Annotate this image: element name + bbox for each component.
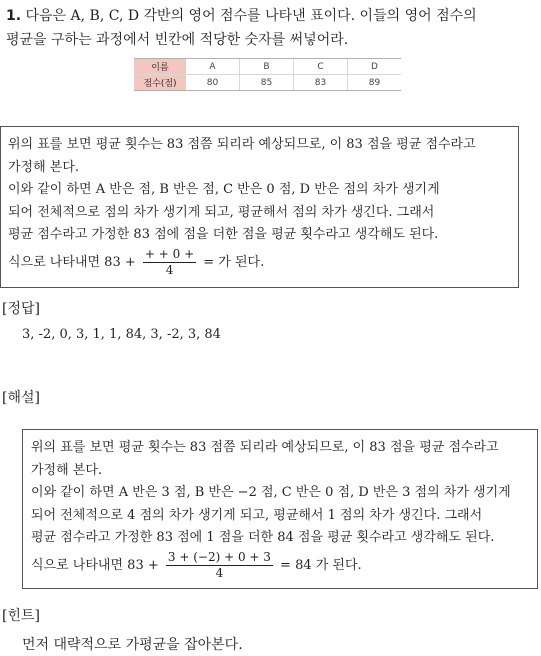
table-cell: 85 xyxy=(240,75,294,91)
fraction-numerator: + + 0 + xyxy=(144,246,195,261)
problem-formula xyxy=(8,247,518,278)
explanation-box xyxy=(22,429,538,589)
explanation-line: 위의 표를 보면 평균 횟수는 83 점쯤 되리라 예상되므로, 이 83 점을 평균 점수라고 xyxy=(31,440,499,455)
problem-box xyxy=(0,126,519,288)
explanation-line: 평균 점수라고 가정한 83 점에 1 점을 더한 84 점을 평균 횟수라고 생각해도 된다. xyxy=(31,530,495,545)
score-table xyxy=(134,58,401,91)
problem-line: 가정해 본다. xyxy=(8,159,80,175)
table-cell: B xyxy=(240,59,294,75)
table-cell: 80 xyxy=(186,75,240,91)
fraction-numerator: 3 + (−2) + 0 + 3 xyxy=(167,549,271,564)
fraction xyxy=(166,550,273,581)
table-cell: D xyxy=(348,59,402,75)
problem-line: 되어 전체적으로 점의 차가 생기게 되고, 평균해서 점의 차가 생긴다. 그래서 xyxy=(8,204,435,220)
question-line-2: 평균을 구하는 과정에서 빈칸에 적당한 숫자를 써넣어라. xyxy=(6,32,349,48)
answer-label: [정답] xyxy=(2,301,40,317)
fraction-denominator: 4 xyxy=(215,565,224,580)
explanation-line: 이와 같이 하면 A 반은 3 점, B 반은 −2 점, C 반은 0 점, D 반은 3 점의 차가 생기게 xyxy=(31,485,511,500)
table-cell: C xyxy=(294,59,348,75)
explanation-line: 되어 전체적으로 4 점의 차가 생기게 되고, 평균해서 1 점의 차가 생긴다. 그래서 xyxy=(31,507,483,523)
table-row xyxy=(134,59,401,75)
formula-suffix: = 가 된다. xyxy=(203,254,265,270)
table-cell: 83 xyxy=(294,75,348,91)
fraction-denominator: 4 xyxy=(165,262,174,277)
table-header-score: 점수(점) xyxy=(134,75,186,91)
problem-line: 위의 표를 보면 평균 횟수는 83 점쯤 되리라 예상되므로, 이 83 점을 평균 점수라고 xyxy=(8,137,476,152)
question-number: 1. xyxy=(6,8,22,24)
answer-text: 3, -2, 0, 3, 1, 1, 84, 3, -2, 3, 84 xyxy=(22,327,221,342)
explanation-formula xyxy=(31,550,537,581)
problem-line: 이와 같이 하면 A 반은 점, B 반은 점, C 반은 0 점, D 반은 점의 차가 생기게 xyxy=(8,182,440,197)
table-cell: 89 xyxy=(348,75,402,91)
hint-label: [힌트] xyxy=(2,608,40,624)
explanation-line: 가정해 본다. xyxy=(31,462,103,478)
formula-prefix: 식으로 나타내면 83 + xyxy=(31,557,159,573)
explanation-label: [해설] xyxy=(2,390,40,406)
formula-suffix: = 84 가 된다. xyxy=(280,557,362,573)
fraction xyxy=(143,247,196,278)
formula-prefix: 식으로 나타내면 83 + xyxy=(8,254,136,270)
hint-text: 먼저 대략적으로 가평균을 잡아본다. xyxy=(22,637,243,653)
table-cell: A xyxy=(186,59,240,75)
problem-line: 평균 점수라고 가정한 83 점에 점을 더한 점을 평균 횟수라고 생각해도 된다. xyxy=(8,227,439,242)
table-header-name: 이름 xyxy=(134,59,186,75)
question xyxy=(6,4,536,52)
table-row xyxy=(134,75,401,91)
question-line-1: 다음은 A, B, C, D 각반의 영어 점수를 나타낸 표이다. 이들의 영어 점수의 xyxy=(25,8,477,24)
